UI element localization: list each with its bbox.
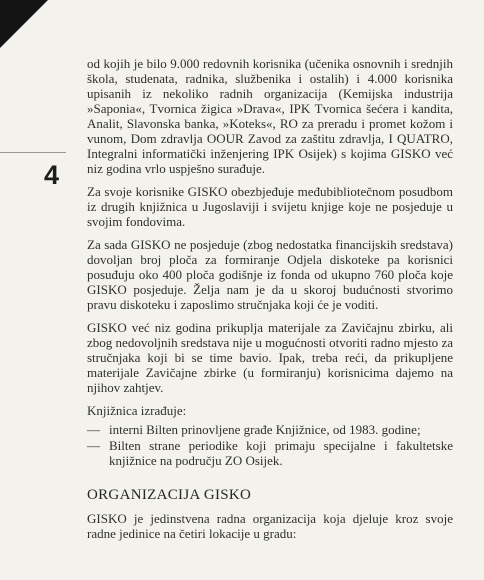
corner-tab-marker xyxy=(0,0,48,48)
list-item-text: Bilten strane periodike koji primaju specijalne i fakultetske knjižnice na području ZO Osijek. xyxy=(109,438,453,468)
paragraph-users: od kojih je bilo 9.000 redovnih korisnika (učenika osnovnih i srednjih škola, studenata, radnika, službenika i ostalih) i 4.000 korisnika upisanih iz nekoliko radnih organizacija (Kemijska industrija »Saponia«, Tvornica žigica »Drava«, IPK Tvornica šećera i kandita, Analit, Slavonska banka, »Koteks«, RO za preradu i promet kožom i vunom, Dom zdravlja OOUR Zavod za zaštitu zdravlja, I QUATRO, Integralni informatički inženjering IPK Osijek) s kojima GISKO već niz godina vrlo uspješno surađuje. xyxy=(87,56,453,176)
page-number: 4 xyxy=(44,160,60,190)
list-item-text: interni Bilten prinovljene građe Knjižnice, od 1983. godine; xyxy=(109,422,421,437)
paragraph-local-collection: GISKO već niz godina prikuplja materijale za Zavičajnu zbirku, ali zbog nedovoljnih sredstava nije u mogućnosti otvoriti radno mjesto za stručnjaka koji bi se time bavio. Ipak, treba reći, da prikupljene materijale Zavičajne zbirke (u formiranju) korisnicima dajemo na njihov zahtjev. xyxy=(87,320,453,395)
publications-list xyxy=(87,422,453,468)
list-item xyxy=(87,422,453,437)
margin-rule xyxy=(0,152,66,153)
list-item xyxy=(87,438,453,468)
text-column xyxy=(87,56,453,549)
list-dash: — xyxy=(87,422,100,437)
paragraph-library-produces: Knjižnica izrađuje: xyxy=(87,403,187,418)
paragraph-record-library: Za sada GISKO ne posjeduje (zbog nedostatka financijskih sredstava) dovoljan broj ploča za formiranje Odjela diskoteke pa korisnici posuđuju oko 400 ploča godišnje iz fonda od ukupno 760 ploča koje GISKO posjeduje. Želja nam je da u skoroj budućnosti stvorimo pravu diskoteku i zaposlimo stručnjaka koji će je voditi. xyxy=(87,237,453,312)
section-heading: ORGANIZACIJA GISKO xyxy=(87,487,252,503)
paragraph-organization: GISKO je jedinstvena radna organizacija koja djeluje kroz svoje radne jedinice na četiri lokacije u gradu: xyxy=(87,511,453,541)
list-dash: — xyxy=(87,438,100,453)
paragraph-interlibrary-loan: Za svoje korisnike GISKO obezbjeđuje međubibliotečnom posudbom iz drugih knjižnica u Jugoslaviji i svijetu knjige koje ne posjeduje u svojim fondovima. xyxy=(87,184,453,229)
